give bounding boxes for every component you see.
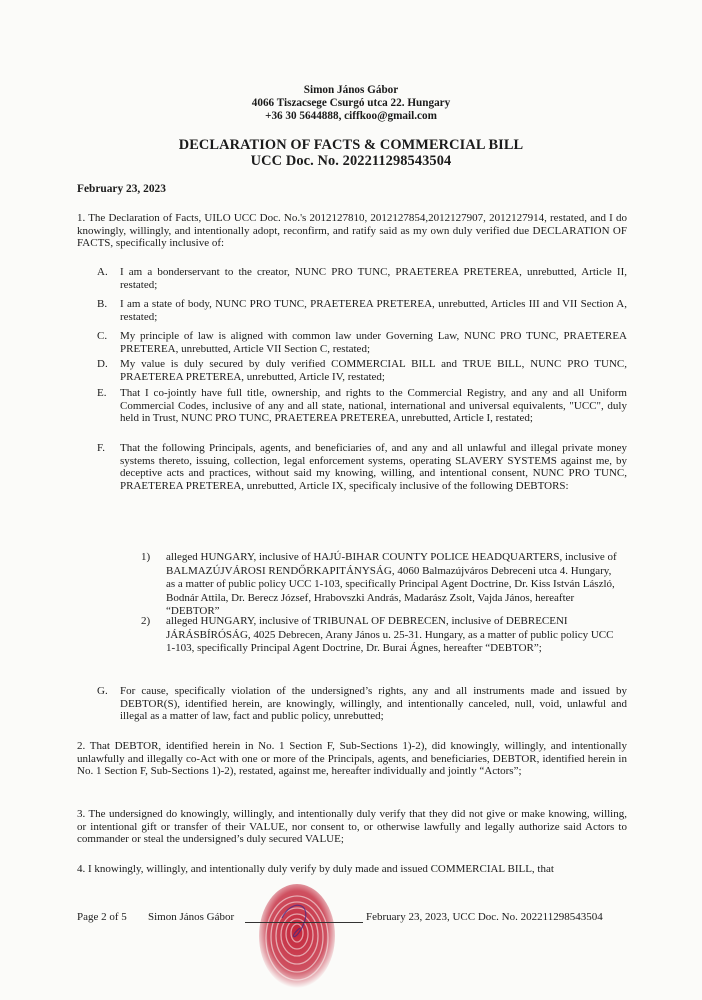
list-item-g — [97, 685, 627, 723]
sub-item-1 — [141, 551, 621, 619]
list-item-d — [97, 358, 627, 383]
list-item-label: C. — [97, 330, 108, 342]
list-item-text: I am a state of body, NUNC PRO TUNC, PRAETEREA PRETEREA, unrebutted, Articles III and VII Section A, restated; — [120, 298, 627, 323]
list-item-label: F. — [97, 442, 105, 454]
paragraph-4: 4. I knowingly, willingly, and intentionally duly verify by duly made and issued COMMERCIAL BILL, that — [77, 863, 554, 875]
footer-doc-reference: February 23, 2023, UCC Doc. No. 202211298543504 — [366, 911, 603, 923]
list-item-label: G. — [97, 685, 108, 697]
list-item-text: I am a bonderservant to the creator, NUNC PRO TUNC, PRAETEREA PRETEREA, unrebutted, Article II, restated; — [120, 266, 627, 291]
sub-item-2 — [141, 615, 621, 656]
sender-name: Simon János Gábor — [303, 84, 399, 96]
list-item-a — [97, 266, 627, 291]
list-item-text: That the following Principals, agents, and beneficiaries of, and any and all unlawful and illegal private money systems thereto, issuing, collection, legal enforcement systems, operating SLAVERY SYSTEMS against me, by deceptive acts and practices, without said my knowing, willing, and intentional consent, NUNC PRO TUNC, PRAETEREA PRETEREA, unrebutted, Article IX, specificaly inclusive of the following DEBTORS: — [120, 442, 627, 492]
list-item-label: A. — [97, 266, 108, 278]
sub-item-text: alleged HUNGARY, inclusive of TRIBUNAL OF DEBRECEN, inclusive of DEBRECENI JÁRÁSBÍRÓSÁG, 4025 Debrecen, Arany János u. 25-31. Hungary, as a matter of public policy UCC 1-103, specifically Principal Agent Doctrine, Dr. Burai Ágnes, hereafter “DEBTOR”; — [166, 615, 614, 655]
paragraph-3: 3. The undersigned do knowingly, willingly, and intentionally duly verify that they did not give or make knowing, willing, or intentional gift or transfer of their VALUE, nor consent to, or otherwise lawfully and legally authorize said Actors to commander or steal the undersigned’s duly secured VALUE; — [77, 808, 627, 846]
sender-contact: +36 30 5644888, ciffkoo@gmail.com — [265, 110, 437, 122]
signature-line — [245, 922, 363, 923]
list-item-f — [97, 442, 627, 492]
list-item-label: E. — [97, 387, 107, 399]
document-number: UCC Doc. No. 202211298543504 — [250, 153, 452, 169]
thumbprint-signature — [252, 878, 342, 998]
list-item-text: That I co-jointly have full title, ownership, and rights to the Commercial Registry, and any and all Uniform Commercial Codes, inclusive of any and all state, national, international and universal equivalents, "UCC", duly held in Trust, NUNC PRO TUNC, PRAETEREA PRETEREA, unrebutted, Article I, restated; — [120, 387, 627, 425]
paragraph-2: 2. That DEBTOR, identified herein in No. 1 Section F, Sub-Sections 1)-2), did knowingly, willingly, and intentionally unlawfully and illegally co-Act with one or more of the Principals, agents, and beneficiaries, DEBTOR, identified herein in No. 1 Section F, Sub-Sections 1)-2), restated, against me, hereafter individually and jointly “Actors”; — [77, 740, 627, 778]
document-title: DECLARATION OF FACTS & COMMERCIAL BILL — [178, 137, 524, 153]
list-item-e — [97, 387, 627, 425]
sub-item-label: 2) — [141, 615, 151, 627]
list-item-c — [97, 330, 627, 355]
list-item-text: My principle of law is aligned with common law under Governing Law, NUNC PRO TUNC, PRAETEREA PRETEREA, unrebutted, Article VII Section C, restated; — [120, 330, 627, 355]
footer-signer-name: Simon János Gábor — [148, 911, 235, 923]
list-item-label: D. — [97, 358, 108, 370]
list-item-text: My value is duly secured by duly verified COMMERCIAL BILL and TRUE BILL, NUNC PRO TUNC, PRAETEREA PRETEREA, unrebutted, Article IV, restated; — [120, 358, 627, 383]
list-item-text: For cause, specifically violation of the undersigned’s rights, any and all instruments made and issued by DEBTOR(S), identified herein, are knowingly, willingly, and intentionally canceled, null, void, unlawful and illegal as a matter of law, fact and public policy, unrebutted; — [120, 685, 627, 723]
paragraph-1: 1. The Declaration of Facts, UILO UCC Doc. No.'s 2012127810, 2012127854,2012127907, 2012127914, restated, and I do knowingly, willingly, and intentionally adopt, reconfirm, and ratify said as my own duly verified due DECLARATION OF FACTS, specifically inclusive of: — [77, 212, 627, 250]
sub-item-text: alleged HUNGARY, inclusive of HAJÚ-BIHAR COUNTY POLICE HEADQUARTERS, inclusive of BALMAZÚJVÁROSI RENDŐRKAPITÁNYSÁG, 4060 Balmazújváros Debreceni utca 4. Hungary, as a matter of public policy UCC 1-103, specifically Principal Agent Doctrine, Dr. Kiss István László, Bodnár Attila, Dr. Berecz József, Hrabovszki András, Madarász Zsolt, Vajda János, hereafter “DEBTOR” — [166, 551, 617, 618]
footer-page-number: Page 2 of 5 — [77, 911, 127, 923]
list-item-b — [97, 298, 627, 323]
list-item-label: B. — [97, 298, 108, 310]
sender-address: 4066 Tiszacsege Csurgó utca 22. Hungary — [251, 97, 451, 109]
sub-item-label: 1) — [141, 551, 151, 563]
document-date: February 23, 2023 — [77, 183, 166, 195]
